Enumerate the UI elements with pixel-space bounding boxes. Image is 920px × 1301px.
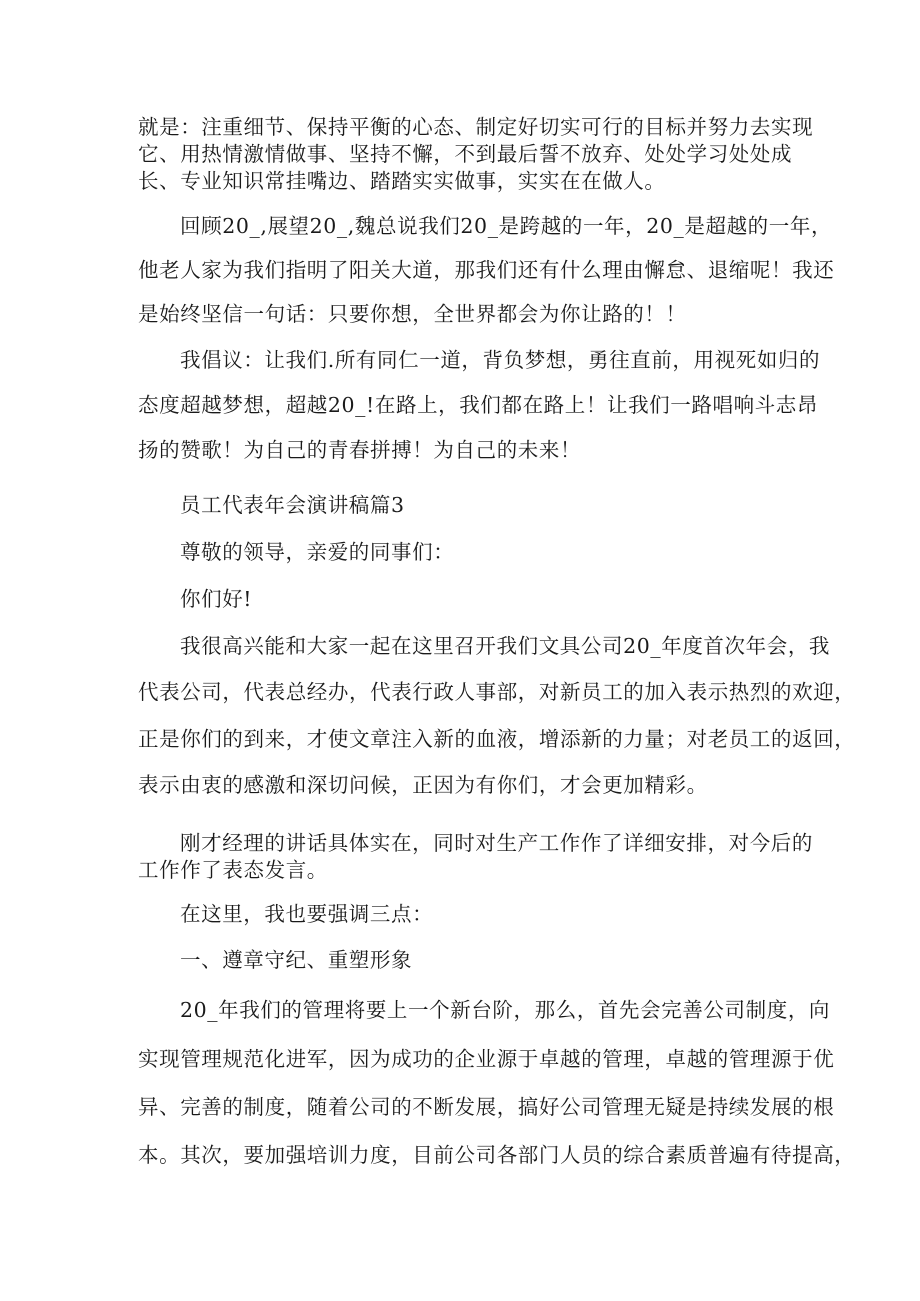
- text-line: 我倡议：让我们.所有同仁一道，背负梦想，勇往直前，用视死如归的: [180, 348, 821, 372]
- text-line: 刚才经理的讲话具体实在，同时对生产工作作了详细安排，对今后的: [180, 831, 813, 855]
- section-heading: 一、遵章守纪、重塑形象: [180, 948, 413, 972]
- salutation: 尊敬的领导，亲爱的同事们：: [180, 540, 455, 564]
- text-line: 是始终坚信一句话：只要你想，全世界都会为你让路的！！: [138, 302, 687, 326]
- greeting: 你们好!: [180, 587, 253, 611]
- text-line: 扬的赞歌！为自己的青春拼搏！为自己的未来！: [138, 438, 582, 462]
- text-line: 工作作了表态发言。: [138, 858, 328, 882]
- text-line: 它、用热情激情做事、坚持不懈，不到最后誓不放弃、处处学习处处成: [138, 142, 793, 166]
- text-line: 20_年我们的管理将要上一个新台阶，那么，首先会完善公司制度，向: [180, 998, 831, 1022]
- text-line: 就是：注重细节、保持平衡的心态、制定好切实可行的目标并努力去实现: [138, 115, 814, 139]
- text-line: 他老人家为我们指明了阳关大道，那我们还有什么理由懈怠、退缩呢！我还: [138, 258, 835, 282]
- text-line: 回顾20_,展望20_,魏总说我们20_是跨越的一年，20_是超越的一年，: [180, 214, 833, 238]
- text-line: 本。其次，要加强培训力度，目前公司各部门人员的综合素质普遍有待提高，: [138, 1143, 856, 1167]
- text-line: 我很高兴能和大家一起在这里召开我们文具公司20_年度首次年会，我: [180, 634, 831, 658]
- text-line: 实现管理规范化进军，因为成功的企业源于卓越的管理，卓越的管理源于优: [138, 1047, 835, 1071]
- text-line: 异、完善的制度，随着公司的不断发展，搞好公司管理无疑是持续发展的根: [138, 1095, 835, 1119]
- text-line: 正是你们的到来，才使文章注入新的血液，增添新的力量；对老员工的返回，: [138, 727, 856, 751]
- text-line: 态度超越梦想，超越20_!在路上，我们都在路上！让我们一路唱响斗志昂: [138, 393, 818, 417]
- text-line: 在这里，我也要强调三点：: [180, 902, 434, 926]
- text-line: 表示由衷的感激和深切问候，正因为有你们，才会更加精彩。: [138, 773, 708, 797]
- text-line: 代表公司，代表总经办，代表行政人事部，对新员工的加入表示热烈的欢迎，: [138, 680, 856, 704]
- section-heading: 员工代表年会演讲稿篇3: [180, 493, 405, 517]
- text-line: 长、专业知识常挂嘴边、踏踏实实做事，实实在在做人。: [138, 169, 666, 193]
